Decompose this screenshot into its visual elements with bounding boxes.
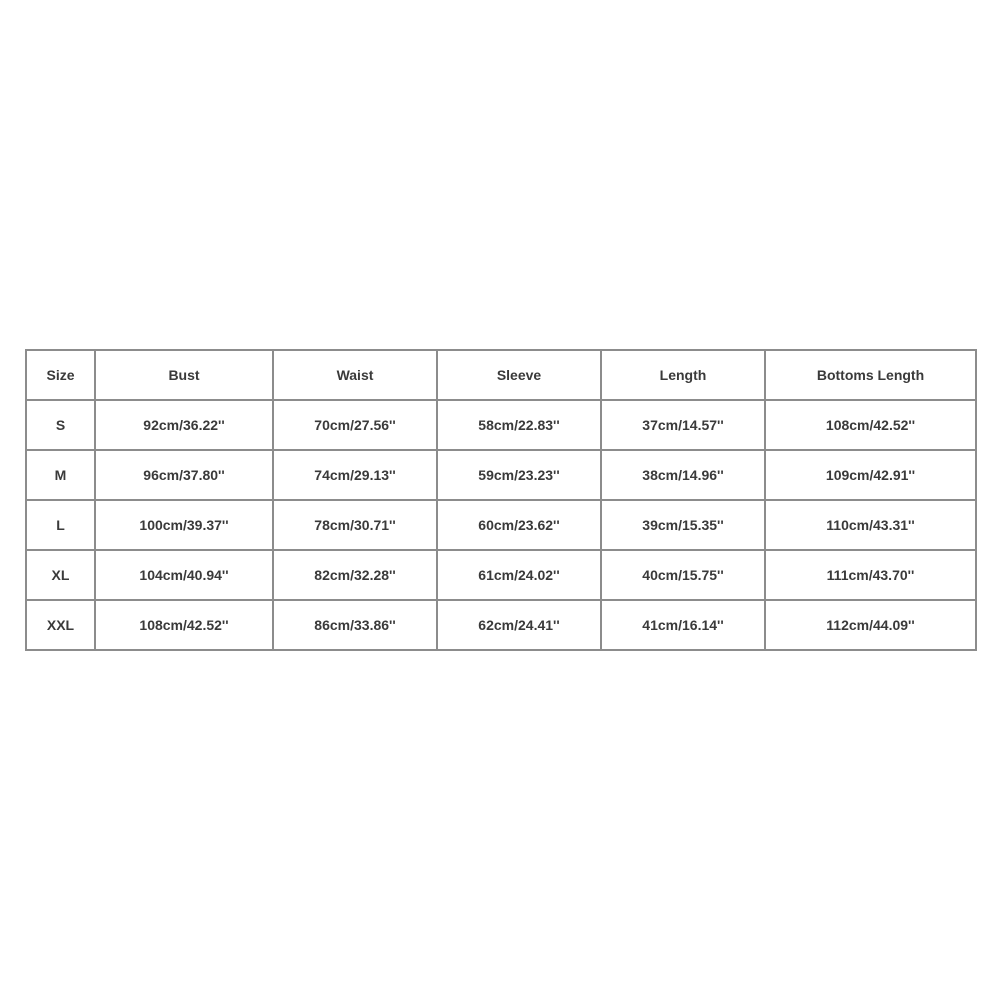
cell-bust: 96cm/37.80'' bbox=[95, 450, 273, 500]
cell-length: 40cm/15.75'' bbox=[601, 550, 765, 600]
table-row bbox=[26, 400, 976, 450]
header-bust: Bust bbox=[95, 350, 273, 400]
cell-waist: 78cm/30.71'' bbox=[273, 500, 437, 550]
table-row bbox=[26, 450, 976, 500]
header-size: Size bbox=[26, 350, 95, 400]
cell-bust: 108cm/42.52'' bbox=[95, 600, 273, 650]
cell-length: 39cm/15.35'' bbox=[601, 500, 765, 550]
table-row bbox=[26, 500, 976, 550]
cell-length: 38cm/14.96'' bbox=[601, 450, 765, 500]
cell-bottoms-length: 108cm/42.52'' bbox=[765, 400, 976, 450]
cell-sleeve: 61cm/24.02'' bbox=[437, 550, 601, 600]
cell-waist: 86cm/33.86'' bbox=[273, 600, 437, 650]
header-row bbox=[26, 350, 976, 400]
cell-length: 41cm/16.14'' bbox=[601, 600, 765, 650]
cell-length: 37cm/14.57'' bbox=[601, 400, 765, 450]
cell-bottoms-length: 111cm/43.70'' bbox=[765, 550, 976, 600]
cell-bottoms-length: 109cm/42.91'' bbox=[765, 450, 976, 500]
cell-size: XXL bbox=[26, 600, 95, 650]
cell-bust: 100cm/39.37'' bbox=[95, 500, 273, 550]
cell-bottoms-length: 112cm/44.09'' bbox=[765, 600, 976, 650]
cell-size: XL bbox=[26, 550, 95, 600]
cell-size: L bbox=[26, 500, 95, 550]
cell-bust: 92cm/36.22'' bbox=[95, 400, 273, 450]
header-sleeve: Sleeve bbox=[437, 350, 601, 400]
table-row bbox=[26, 550, 976, 600]
cell-waist: 70cm/27.56'' bbox=[273, 400, 437, 450]
cell-sleeve: 60cm/23.62'' bbox=[437, 500, 601, 550]
cell-sleeve: 62cm/24.41'' bbox=[437, 600, 601, 650]
header-length: Length bbox=[601, 350, 765, 400]
header-bottoms-length: Bottoms Length bbox=[765, 350, 976, 400]
cell-sleeve: 58cm/22.83'' bbox=[437, 400, 601, 450]
cell-size: S bbox=[26, 400, 95, 450]
cell-bust: 104cm/40.94'' bbox=[95, 550, 273, 600]
table-row bbox=[26, 600, 976, 650]
cell-waist: 82cm/32.28'' bbox=[273, 550, 437, 600]
cell-waist: 74cm/29.13'' bbox=[273, 450, 437, 500]
cell-sleeve: 59cm/23.23'' bbox=[437, 450, 601, 500]
header-waist: Waist bbox=[273, 350, 437, 400]
cell-size: M bbox=[26, 450, 95, 500]
cell-bottoms-length: 110cm/43.31'' bbox=[765, 500, 976, 550]
size-chart-table bbox=[25, 349, 977, 651]
